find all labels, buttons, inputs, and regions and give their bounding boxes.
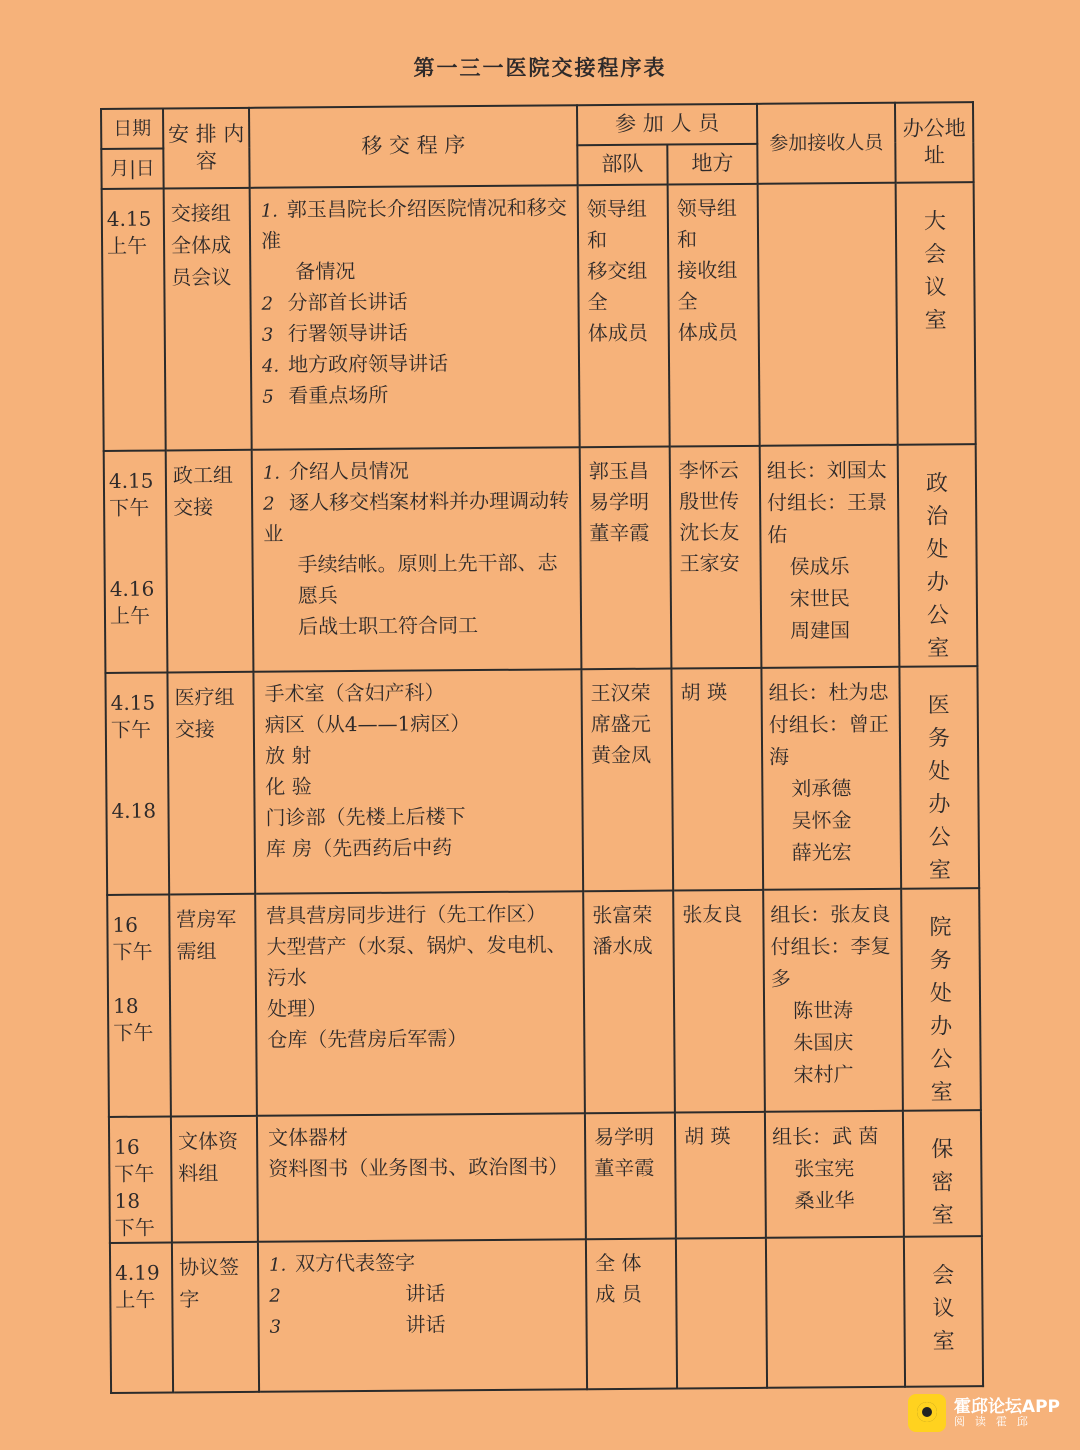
- office-cell: [898, 444, 978, 667]
- army-member: 董辛霞: [594, 1155, 655, 1181]
- army-member: 易学明: [594, 1124, 655, 1150]
- procedure-step: [268, 1151, 576, 1184]
- procedure-step: [263, 454, 571, 487]
- procedure-step: [263, 485, 571, 549]
- office-char: 办: [930, 1014, 953, 1040]
- step-text: 讲话: [405, 1312, 446, 1337]
- army-member: 董辛霞: [589, 520, 650, 546]
- procedure-step: [269, 1246, 577, 1279]
- office-char: 室: [924, 308, 947, 334]
- step-number: 2: [269, 1285, 281, 1307]
- procedure-cell: [257, 1113, 586, 1242]
- chat-bubble-icon: [908, 1394, 946, 1432]
- arrange-cell: 营房军需组: [169, 894, 257, 1117]
- receiver-member: 宋世民: [789, 586, 850, 611]
- step-text: 处理）: [266, 996, 328, 1021]
- header-day: 日: [135, 157, 155, 180]
- army-member: 王汉荣: [590, 680, 651, 706]
- procedure-step: [261, 254, 569, 287]
- app-watermark: [908, 1394, 1060, 1432]
- header-month: 月: [110, 157, 130, 180]
- date-cell: 4.15 上午: [102, 189, 166, 451]
- receiver-member: 付组长：李复多: [770, 933, 891, 991]
- header-date: 日期: [101, 109, 163, 149]
- office-char: 室: [931, 1203, 954, 1229]
- procedure-step: [267, 1022, 575, 1055]
- procedure-step: [265, 800, 573, 833]
- step-text: 逐人移交档案材料并办理调动转业: [263, 488, 570, 546]
- header-office: 办公地址: [895, 102, 974, 183]
- office-char: 务: [929, 948, 952, 974]
- army-member: 张富荣: [592, 902, 653, 928]
- office-char: 密: [931, 1170, 954, 1196]
- office-char: 室: [928, 858, 952, 884]
- receiver-member: 薛光宏: [791, 840, 852, 865]
- local-cell: [675, 1112, 766, 1239]
- step-text: 讲话: [405, 1281, 446, 1306]
- office-char: 室: [927, 636, 950, 662]
- office-cell: [904, 1236, 983, 1387]
- header-arrange: 安 排 内 容: [163, 108, 250, 189]
- procedure-step: [268, 1120, 576, 1153]
- receivers-cell: [765, 1111, 904, 1238]
- table-row: [107, 888, 981, 1117]
- step-text: 地方政府领导讲话: [287, 351, 449, 377]
- local-member: 领导组和: [676, 196, 737, 252]
- army-member: 黄金凤: [591, 742, 652, 768]
- step-text: 后战士职工符合同工: [297, 613, 479, 639]
- header-month-day: 月|日: [101, 149, 163, 189]
- receiver-member: 组长：刘国太: [766, 457, 887, 483]
- procedure-step: [266, 831, 574, 864]
- step-number: 1.: [260, 200, 279, 222]
- step-number: 3: [261, 324, 274, 346]
- office-char: 大: [923, 209, 947, 235]
- step-number: 4.: [261, 355, 280, 377]
- step-text: 手术室（含妇产科）: [264, 680, 445, 706]
- step-text: 文体器材: [267, 1125, 349, 1150]
- receiver-member: 陈世涛: [793, 998, 854, 1023]
- office-char: 会: [932, 1263, 955, 1289]
- army-member: 成 员: [595, 1281, 642, 1307]
- office-cell: [896, 182, 976, 445]
- arrange-cell: 交接组全体成员会议: [164, 188, 252, 451]
- receiver-member: 周建国: [790, 618, 851, 643]
- receiver-member: 组长：杜为忠: [768, 679, 889, 705]
- step-number: 2: [261, 293, 274, 315]
- step-text: 郭玉昌院长介绍医院情况和移交准: [260, 195, 567, 253]
- receiver-member: 吴怀金: [791, 808, 852, 833]
- procedure-step: [263, 547, 571, 611]
- watermark-tagline: 阅读霍邱: [953, 1415, 1038, 1429]
- local-member: 李怀云: [678, 457, 739, 483]
- office-char: 政: [925, 471, 949, 497]
- procedure-step: [265, 769, 573, 802]
- step-text: 病区（从4——1病区）: [264, 711, 471, 737]
- office-char: 治: [926, 504, 949, 530]
- step-text: 双方代表签字: [294, 1250, 416, 1276]
- local-member: 胡 瑛: [684, 1124, 731, 1149]
- procedure-step: [262, 316, 570, 349]
- table-row: [110, 1236, 983, 1393]
- step-text: 放 射: [264, 743, 312, 768]
- date-cell: 4.15 下午 4.16 上午: [104, 450, 168, 672]
- procedure-step: [264, 676, 572, 709]
- table-row: [104, 444, 978, 673]
- office-char: 处: [926, 537, 949, 563]
- army-member: 体成员: [587, 320, 648, 346]
- office-char: 会: [924, 242, 947, 268]
- procedure-step: [267, 991, 575, 1024]
- receiver-member: 宋村广: [793, 1062, 854, 1087]
- step-text: 营具营房同步进行（先工作区）: [266, 901, 547, 928]
- date-cell: 4.15 下午 4.18: [105, 672, 169, 894]
- step-text: 仓库（先营房后军需）: [267, 1026, 468, 1052]
- procedure-step: [261, 192, 569, 256]
- local-member: 胡 瑛: [680, 680, 728, 705]
- receivers-cell: [760, 445, 900, 668]
- header-local: 地方: [667, 144, 757, 185]
- step-number: 3: [269, 1316, 282, 1338]
- office-char: 院: [929, 915, 952, 941]
- procedure-cell: [255, 891, 585, 1116]
- procedure-step: [266, 929, 574, 993]
- receiver-member: 桑业华: [794, 1188, 855, 1213]
- army-member: 潘水成: [592, 933, 653, 959]
- army-cell: [585, 1113, 676, 1240]
- procedure-step: [269, 1308, 577, 1341]
- receiver-member: 组长：张友良: [770, 901, 891, 927]
- office-char: 处: [929, 981, 953, 1007]
- local-cell: [676, 1238, 767, 1389]
- table-row: [105, 666, 979, 895]
- receivers-cell: [758, 183, 898, 446]
- procedure-cell: [250, 185, 580, 450]
- page-title: 第一三一医院交接程序表: [413, 55, 667, 80]
- step-text: 大型营产（水泵、锅炉、发电机、污水: [266, 932, 567, 990]
- step-text: 门诊部（先楼上后楼下: [265, 804, 466, 830]
- army-cell: [580, 447, 672, 670]
- receiver-member: 朱国庆: [793, 1030, 854, 1055]
- step-text: 化 验: [265, 774, 312, 799]
- procedure-cell: [252, 447, 582, 672]
- header-army: 部队: [577, 145, 667, 186]
- local-member: 沈长友: [679, 519, 740, 545]
- army-member: 移交组全: [587, 258, 648, 315]
- local-member: 接收组全: [677, 258, 738, 314]
- arrange-cell: 政工组交接: [166, 450, 254, 673]
- procedure-step: [262, 378, 570, 411]
- table-row: [109, 1110, 982, 1243]
- procedure-cell: [253, 669, 583, 894]
- local-cell: [671, 668, 763, 891]
- receiver-member: 组长：武 茵: [772, 1123, 879, 1149]
- procedure-step: [266, 898, 574, 931]
- army-cell: [581, 669, 673, 892]
- office-char: 公: [930, 1047, 953, 1073]
- procedure-step: [265, 707, 573, 740]
- procedure-step: [269, 1277, 577, 1310]
- step-text: 库 房（先西药后中药: [265, 835, 453, 861]
- step-text: 备情况: [295, 259, 356, 284]
- watermark-text: [954, 1398, 1060, 1429]
- date-cell: 16 下午 18 下午: [107, 894, 171, 1116]
- receivers-cell: [766, 1237, 905, 1388]
- office-cell: [899, 666, 979, 889]
- office-char: 室: [930, 1080, 953, 1106]
- receiver-member: 付组长：王景佑: [767, 489, 888, 547]
- header-participants: 参 加 人 员: [577, 104, 757, 145]
- header-receivers: 参加接收人员: [757, 103, 896, 184]
- step-number: 2: [263, 493, 275, 515]
- army-cell: [586, 1239, 677, 1390]
- local-cell: [668, 184, 760, 447]
- office-char: 务: [927, 726, 951, 752]
- office-char: 议: [924, 275, 947, 301]
- arrange-cell: 文体资料组: [171, 1116, 258, 1243]
- receiver-member: 付组长：曾正海: [768, 711, 889, 769]
- procedure-step: [262, 347, 570, 380]
- step-text: 行署领导讲话: [287, 320, 408, 346]
- step-text: 分部首长讲话: [287, 289, 408, 315]
- local-member: 殷世传: [679, 488, 740, 514]
- office-char: 议: [932, 1296, 955, 1322]
- office-char: 室: [932, 1329, 955, 1355]
- date-cell: 4.19 上午: [110, 1242, 173, 1392]
- army-member: 领导组和: [586, 196, 647, 253]
- local-member: 张友良: [682, 901, 743, 927]
- date-cell: 16 下午 18 下午: [109, 1116, 172, 1242]
- army-member: 郭玉昌: [588, 458, 649, 484]
- step-number: 1.: [269, 1254, 287, 1276]
- step-number: 1.: [262, 462, 281, 484]
- step-text: 介绍人员情况: [288, 458, 409, 484]
- local-cell: [670, 446, 762, 669]
- local-member: 体成员: [677, 319, 738, 345]
- procedure-step: [264, 609, 572, 642]
- header-row-top: [101, 102, 973, 149]
- header-procedure: 移 交 程 序: [249, 105, 578, 188]
- army-member: 全 体: [594, 1250, 642, 1276]
- arrange-cell: 协议签字: [172, 1242, 259, 1393]
- receiver-member: 张宝宪: [794, 1156, 855, 1181]
- local-cell: [673, 890, 765, 1113]
- schedule-table: [100, 101, 984, 1394]
- step-text: 看重点场所: [288, 382, 389, 408]
- receiver-member: 刘承德: [791, 776, 852, 801]
- office-char: 处: [928, 759, 951, 785]
- arrange-cell: 医疗组交接: [167, 672, 255, 895]
- watermark-name: 霍邱论坛APP: [953, 1396, 1060, 1417]
- table-row: [102, 182, 976, 451]
- office-char: 办: [928, 792, 951, 818]
- receivers-cell: [763, 889, 903, 1112]
- step-number: 5: [262, 386, 274, 408]
- procedure-step: [265, 738, 573, 771]
- handover-table: [100, 101, 981, 1355]
- step-text: 资料图书（业务图书、政治图书）: [268, 1154, 569, 1181]
- army-member: 易学明: [589, 489, 650, 515]
- army-cell: [578, 185, 670, 448]
- office-cell: [903, 1110, 982, 1237]
- procedure-cell: [258, 1239, 587, 1392]
- army-cell: [583, 891, 675, 1114]
- office-char: 保: [931, 1137, 954, 1163]
- office-cell: [901, 888, 981, 1111]
- receivers-cell: [761, 667, 901, 890]
- receiver-member: 侯成乐: [789, 554, 850, 579]
- army-member: 席盛元: [590, 711, 651, 737]
- office-char: 公: [926, 603, 950, 629]
- office-char: 医: [927, 693, 950, 719]
- local-member: 王家安: [679, 550, 740, 576]
- step-text: 手续结帐。原则上先干部、志愿兵: [297, 550, 558, 608]
- procedure-step: [261, 285, 569, 318]
- office-char: 公: [928, 825, 951, 851]
- office-char: 办: [926, 570, 949, 596]
